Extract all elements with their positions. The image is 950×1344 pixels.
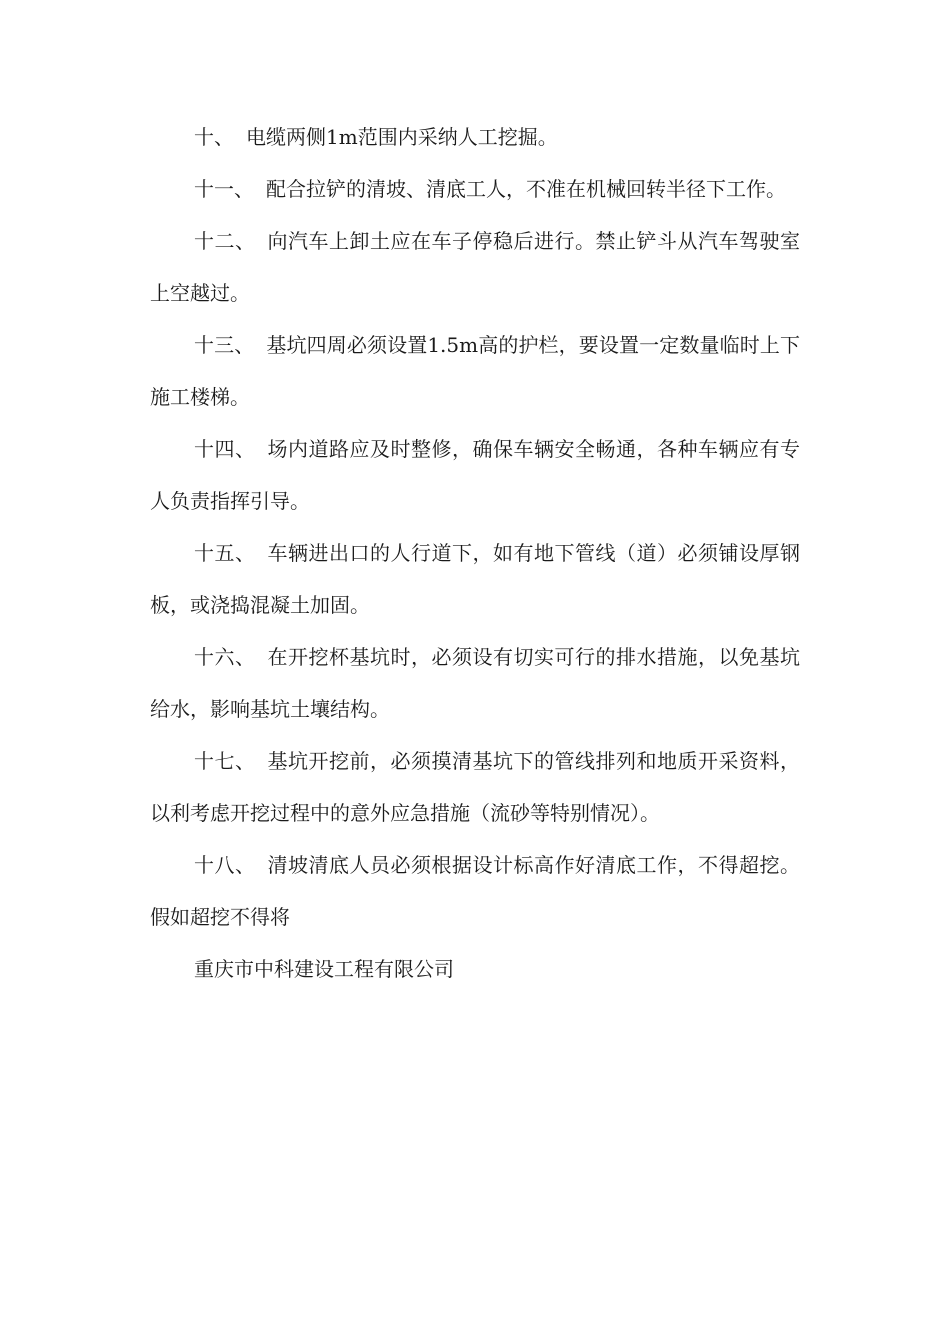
clause-11 bbox=[150, 163, 800, 215]
clause-text: 基坑四周必须设置1.5m高的护栏，要设置一定数量临时上下施工楼梯。 bbox=[150, 333, 800, 409]
clause-number: 十二、 bbox=[194, 229, 256, 253]
clause-18 bbox=[150, 839, 800, 943]
clause-text: 车辆进出口的人行道下，如有地下管线（道）必须铺设厚钢板，或浇捣混凝土加固。 bbox=[150, 541, 800, 617]
clause-10 bbox=[150, 111, 800, 163]
clause-14 bbox=[150, 423, 800, 527]
clause-number: 十七、 bbox=[194, 749, 256, 773]
clause-text: 电缆两侧1m范围内采纳人工挖掘。 bbox=[246, 125, 558, 149]
document-body bbox=[150, 111, 800, 995]
clause-13 bbox=[150, 319, 800, 423]
clause-number: 十一、 bbox=[194, 177, 254, 201]
clause-text: 清坡清底人员必须根据设计标高作好清底工作，不得超挖。假如超挖不得将 bbox=[150, 853, 800, 929]
clause-number: 十四、 bbox=[194, 437, 256, 461]
clause-number: 十三、 bbox=[194, 333, 255, 357]
clause-number: 十、 bbox=[194, 125, 234, 149]
clause-text: 向汽车上卸土应在车子停稳后进行。禁止铲斗从汽车驾驶室上空越过。 bbox=[150, 229, 800, 305]
clause-text: 基坑开挖前，必须摸清基坑下的管线排列和地质开采资料，以利考虑开挖过程中的意外应急措施（流砂等特别情况）。 bbox=[150, 749, 800, 825]
clause-text: 场内道路应及时整修，确保车辆安全畅通，各种车辆应有专人负责指挥引导。 bbox=[150, 437, 800, 513]
clause-text: 在开挖杯基坑时，必须设有切实可行的排水措施，以免基坑给水，影响基坑土壤结构。 bbox=[150, 645, 800, 721]
clause-12 bbox=[150, 215, 800, 319]
clause-15 bbox=[150, 527, 800, 631]
clause-number: 十五、 bbox=[194, 541, 256, 565]
clause-number: 十八、 bbox=[194, 853, 256, 877]
clause-text: 配合拉铲的清坡、清底工人，不准在机械回转半径下工作。 bbox=[266, 177, 786, 201]
clause-17 bbox=[150, 735, 800, 839]
clause-16 bbox=[150, 631, 800, 735]
clause-number: 十六、 bbox=[194, 645, 256, 669]
company-name: 重庆市中科建设工程有限公司 bbox=[194, 957, 454, 981]
